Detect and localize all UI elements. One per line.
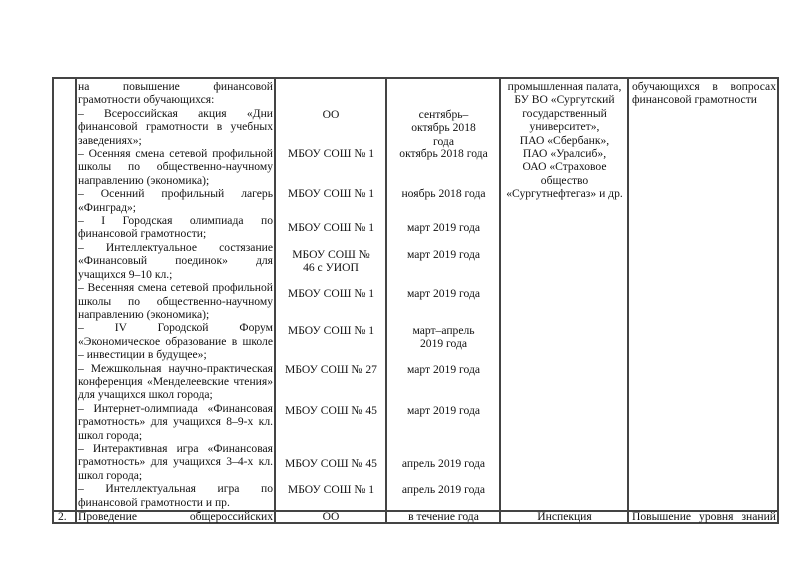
date-item: март 2019 года [406, 404, 481, 417]
responsible-item: МБОУ СОШ № 1 [287, 221, 375, 234]
partner-line: государственный [522, 106, 607, 120]
responsible-item: МБОУ СОШ № 1 [287, 187, 375, 200]
col-border [499, 77, 501, 524]
activity-item: – Осенняя смена сетевой профильной школы по общественно-научному направлению (экономика); [78, 147, 273, 187]
partner-line: университет», [529, 120, 600, 134]
col-border [52, 77, 54, 524]
result-text: Повышение уровня знаний [632, 510, 776, 523]
activity-text: Проведение общероссийских [78, 510, 273, 523]
col-border [385, 77, 387, 524]
row-number: 2. [58, 510, 67, 523]
activity-item: – Интернет-олимпиада «Финансовая грамотность» для учащихся 8–9-х кл. школ города; [78, 401, 273, 442]
date-text: в течение года [408, 510, 479, 523]
partner-line: ОАО «Страховое [522, 160, 607, 174]
responsible-item: МБОУ СОШ № 45 [285, 457, 377, 470]
date-item: март–апрель 2019 года [412, 324, 475, 351]
date-item: март 2019 года [406, 248, 481, 261]
activity-item: – Весенняя смена сетевой профильной школы по общественно-научному направлению (экономика); [78, 281, 273, 321]
responsible-item: МБОУ СОШ № 1 [287, 147, 375, 160]
responsible-item: МБОУ СОШ № 45 [285, 404, 377, 417]
activity-item: – I Городская олимпиада по финансовой грамотности; [78, 214, 273, 241]
date-item: сентябрь–октябрь 2018 года [411, 108, 476, 148]
date-item: март 2019 года [406, 287, 481, 300]
col-border [274, 77, 276, 524]
partner-line: «Сургутнефтегаз» и др. [506, 187, 623, 201]
partner-text: Инспекция [537, 510, 592, 523]
responsible-text: ОО [322, 510, 340, 523]
col-border [627, 77, 629, 524]
date-item: апрель 2019 года [401, 483, 486, 496]
activity-item: – Осенний профильный лагерь «Финград»; [78, 187, 273, 214]
activity-item: – Всероссийская акция «Дни финансовой грамотности в учебных заведениях»; [78, 106, 273, 147]
activity-item: – Интерактивная игра «Финансовая грамотность» для учащихся 3–4-х кл. школ города; [78, 441, 273, 482]
partners-cell [502, 80, 627, 201]
partner-line: ПАО «Сбербанк», [519, 133, 610, 147]
responsible-item: МБОУ СОШ № 1 [287, 483, 375, 496]
date-item: ноябрь 2018 года [401, 187, 486, 200]
responsible-item: МБОУ СОШ № 1 [287, 287, 375, 300]
activity-item: – IV Городской Форум «Экономическое образование в школе – инвестиции в будущее»; [78, 321, 273, 362]
col-border [75, 77, 77, 524]
partner-line: БУ ВО «Сургутский [514, 93, 615, 107]
col-border [777, 77, 779, 524]
date-item: октябрь 2018 года [399, 147, 488, 160]
partner-line: ПАО «Уралсиб», [522, 147, 607, 161]
activities-cell [78, 80, 273, 509]
activity-item: – Межшкольная научно-практическая конференция «Менделеевские чтения» для учащихся школ города; [78, 361, 273, 402]
table-top-border [52, 77, 779, 79]
date-item: апрель 2019 года [401, 457, 486, 470]
responsible-item: ОО [322, 108, 340, 121]
date-item: март 2019 года [406, 363, 481, 376]
responsible-item: МБОУ СОШ № 27 [285, 363, 377, 376]
responsible-item: МБОУ СОШ № 46 с УИОП [292, 248, 370, 275]
responsible-item: МБОУ СОШ № 1 [287, 324, 375, 337]
partner-line: общество [540, 173, 589, 187]
activity-item: – Интеллектуальное состязание «Финансовый поединок» для учащихся 9–10 кл.; [78, 240, 273, 281]
activity-item: – Интеллектуальная игра по финансовой грамотности и пр. [78, 482, 273, 509]
partner-line: промышленная палата, [507, 80, 622, 93]
activity-item: на повышение финансовой грамотности обучающихся: [78, 80, 273, 107]
date-item: март 2019 года [406, 221, 481, 234]
result-cell: обучающихся в вопросах финансовой грамотности [632, 80, 776, 107]
